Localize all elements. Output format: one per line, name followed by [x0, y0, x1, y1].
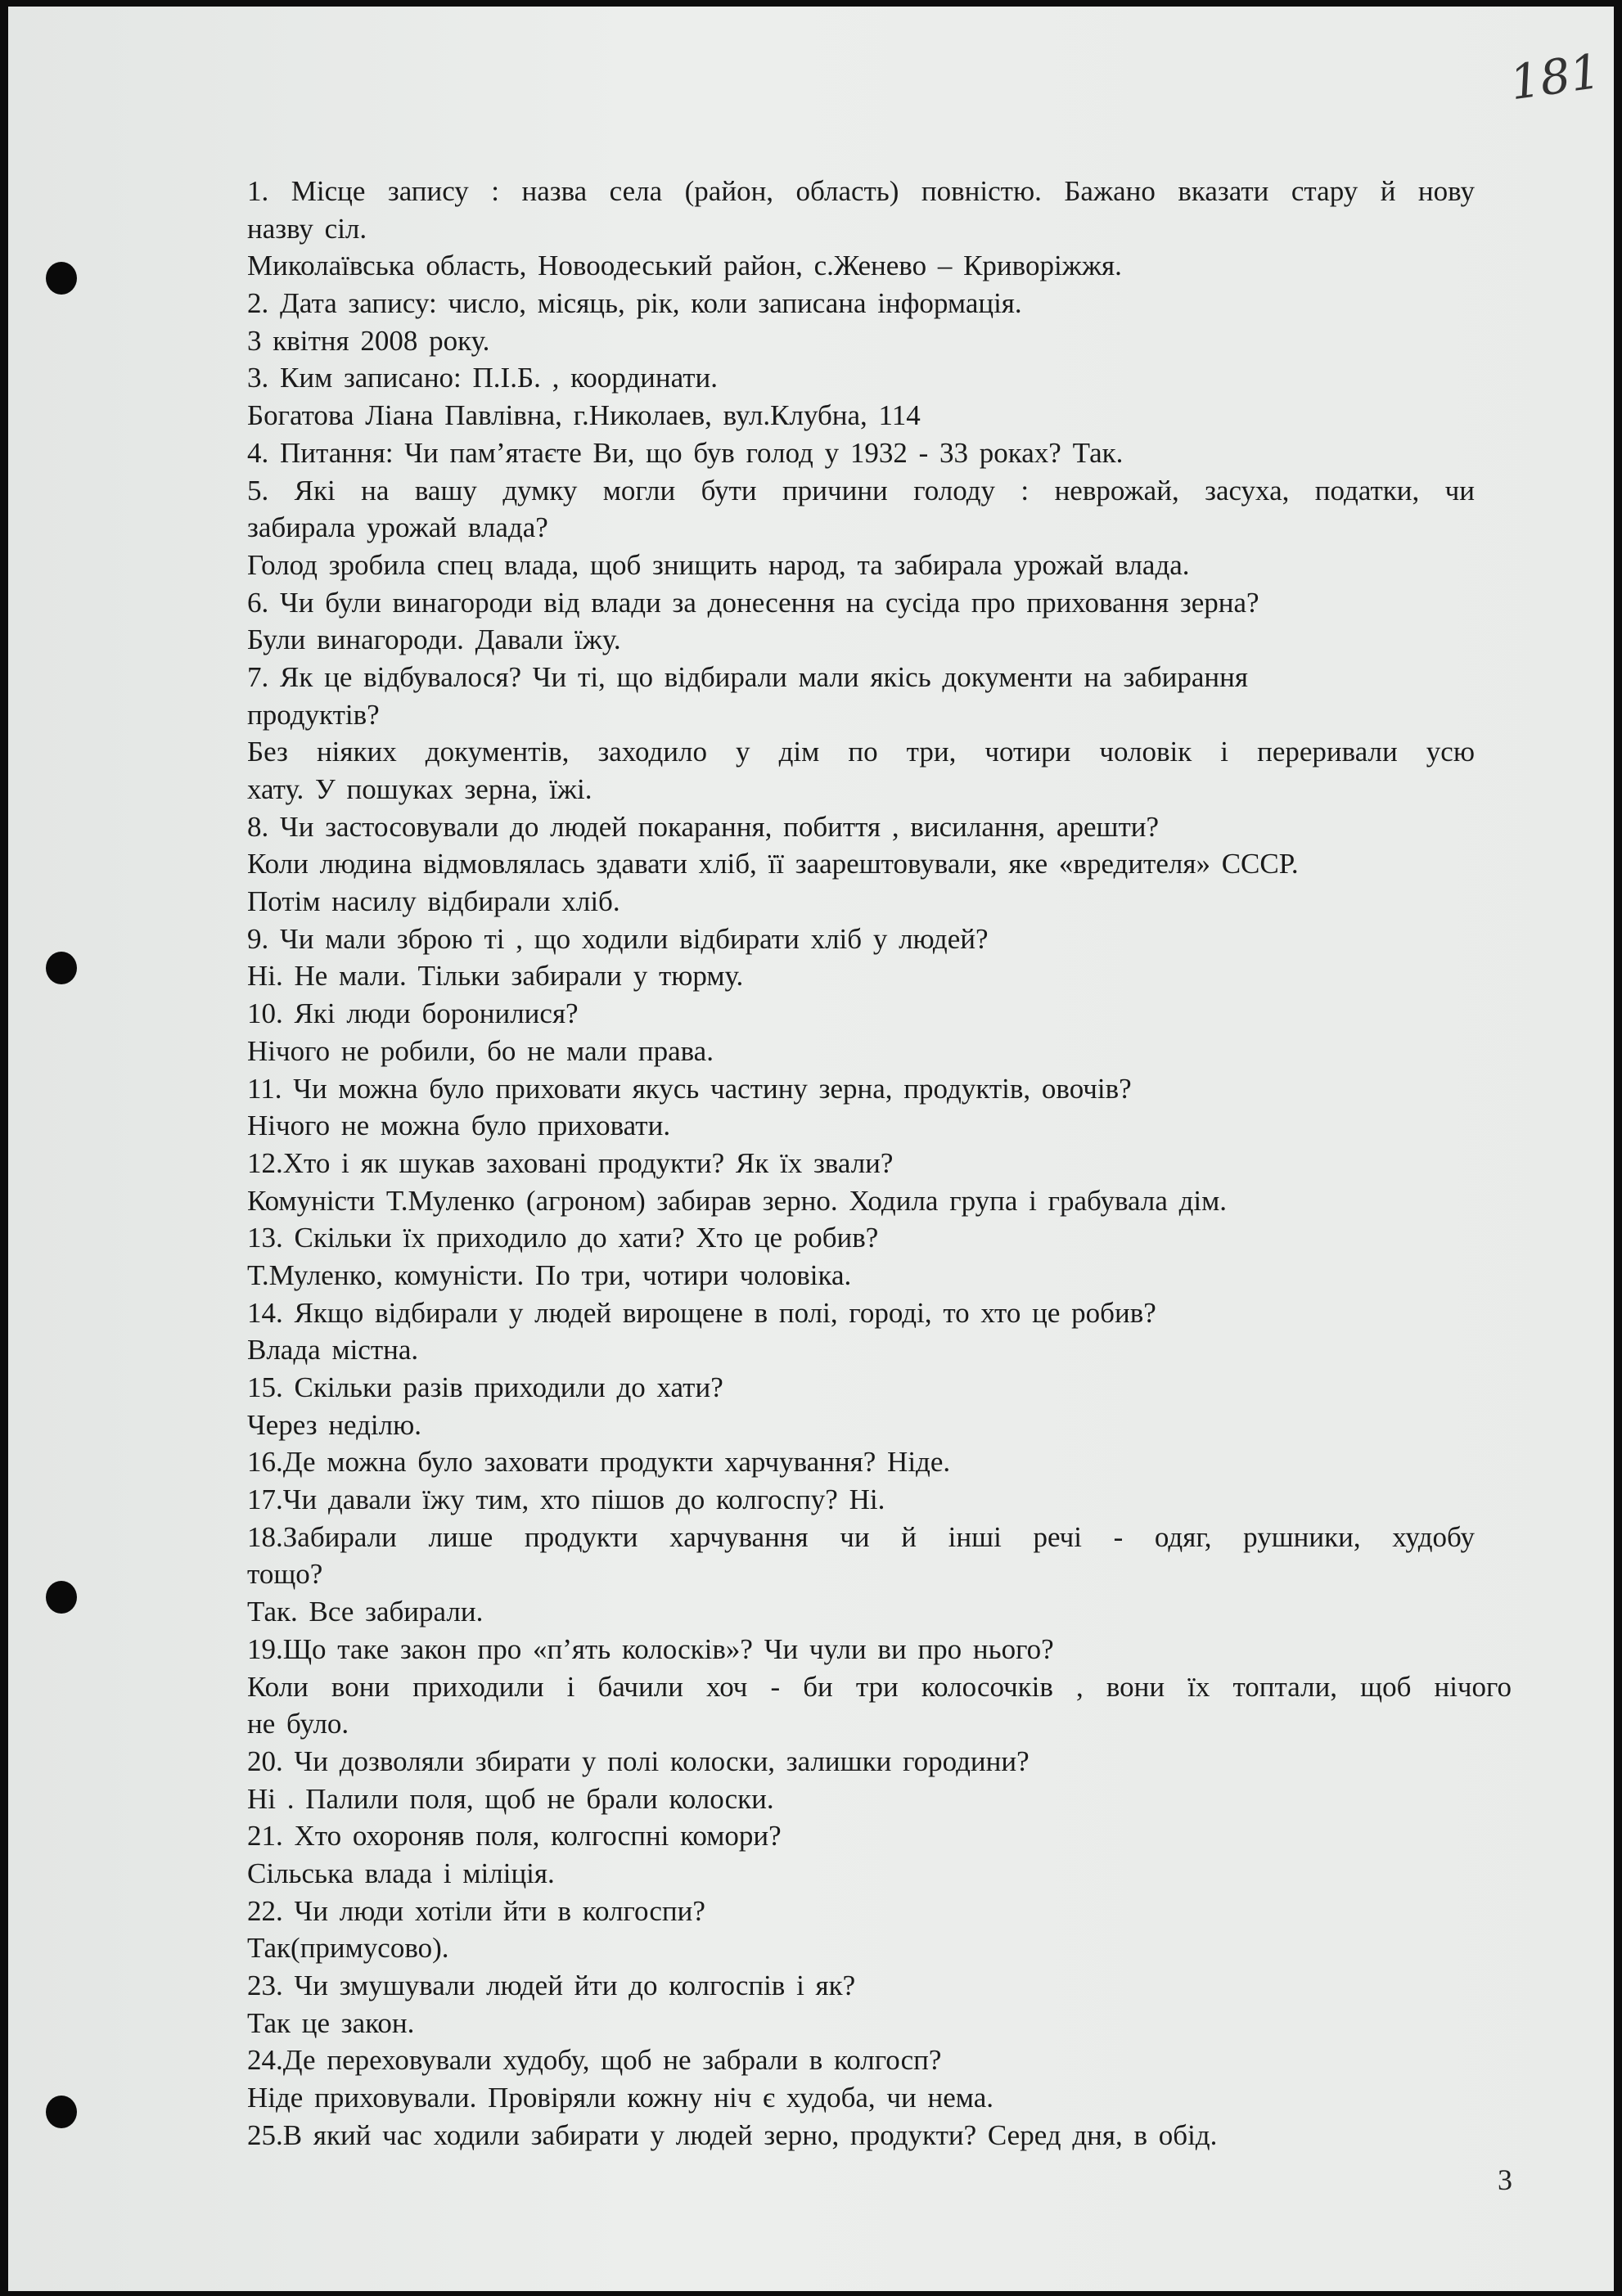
- document-page: [8, 7, 1614, 2291]
- text-line: Нічого не можна було приховати.: [247, 1110, 671, 1142]
- text-line: 19.Що таке закон про «п’ять колосків»? Чи чули ви про нього?: [247, 1632, 1054, 1665]
- text-line: Були винагороди. Давали їжу.: [247, 624, 621, 656]
- text-line: 18.Забирали лише продукти харчування чи й інші речі - одяг, рушники, худобу: [247, 1520, 1475, 1553]
- text-line: 16.Де можна було заховати продукти харчування? Ніде.: [247, 1446, 951, 1479]
- text-line: 25.В який час ходили забирати у людей зерно, продукти? Серед дня, в обід.: [247, 2118, 1218, 2151]
- text-line: Через неділю.: [247, 1408, 422, 1441]
- text-line: не було.: [247, 1708, 349, 1740]
- text-line: 9. Чи мали зброю ті , що ходили відбирати хліб у людей?: [247, 922, 989, 955]
- text-line: Ніде приховували. Провіряли кожну ніч є худоба, чи нема.: [247, 2082, 993, 2114]
- text-line: Коли вони приходили і бачили хоч - би три колосочків , вони їх топтали, щоб нічого: [247, 1670, 1512, 1703]
- questionnaire-text: [247, 173, 1516, 2154]
- text-line: Миколаївська область, Новоодеський район, с.Женево – Криворіжжя.: [247, 250, 1122, 282]
- text-line: забирала урожай влада?: [247, 511, 548, 544]
- text-line: Так(примусово).: [247, 1932, 449, 1965]
- text-line: Так це закон.: [247, 2006, 415, 2039]
- text-line: 7. Як це відбувалося? Чи ті, що відбирали мали якісь документи на забирання: [247, 660, 1248, 693]
- punch-hole: [46, 2096, 77, 2128]
- handwritten-archive-number: 181: [1506, 43, 1604, 111]
- text-line: 21. Хто охороняв поля, колгоспні комори?: [247, 1820, 782, 1853]
- text-line: хату. У пошуках зерна, їжі.: [247, 773, 592, 805]
- text-line: 3 квітня 2008 року.: [247, 324, 490, 357]
- text-line: Т.Муленко, комуністи. По три, чотири чоловіка.: [247, 1258, 852, 1291]
- text-line: Без ніяких документів, заходило у дім по три, чотири чоловік і переривали усю: [247, 736, 1475, 768]
- text-line: Ні. Не мали. Тільки забирали у тюрму.: [247, 960, 744, 993]
- text-line: 6. Чи були винагороди від влади за донесення на сусіда про приховання зерна?: [247, 586, 1259, 619]
- text-line: Нічого не робили, бо не мали права.: [247, 1034, 714, 1067]
- text-line: Голод зробила спец влада, щоб знищить народ, та забирала урожай влада.: [247, 548, 1190, 581]
- text-line: 24.Де переховували худобу, щоб не забрали в колгосп?: [247, 2044, 942, 2077]
- text-line: продуктів?: [247, 698, 380, 731]
- text-line: Коли людина відмовлялась здавати хліб, її заарештовували, яке «вредителя» СССР.: [247, 848, 1299, 880]
- text-line: 2. Дата запису: число, місяць, рік, коли записана інформація.: [247, 287, 1022, 320]
- text-line: 14. Якщо відбирали у людей вирощене в полі, городі, то хто це робив?: [247, 1296, 1156, 1329]
- text-line: тощо?: [247, 1558, 323, 1591]
- text-line: Богатова Ліана Павлівна, г.Николаев, вул.Клубна, 114: [247, 399, 921, 432]
- text-line: 17.Чи давали їжу тим, хто пішов до колгоспу? Ні.: [247, 1483, 885, 1516]
- text-line: 12.Хто і як шукав заховані продукти? Як їх звали?: [247, 1146, 894, 1179]
- punch-hole: [46, 262, 77, 295]
- punch-hole: [46, 952, 77, 984]
- text-line: Так. Все забирали.: [247, 1596, 484, 1628]
- text-line: назву сіл.: [247, 212, 367, 245]
- text-line: 3. Ким записано: П.І.Б. , координати.: [247, 362, 719, 394]
- text-line: Ні . Палили поля, щоб не брали колоски.: [247, 1782, 774, 1815]
- page-number: 3: [1498, 2163, 1512, 2196]
- text-line: 4. Питання: Чи пам’ятаєте Ви, що був голод у 1932 - 33 роках? Так.: [247, 436, 1124, 469]
- text-line: Сільська влада і міліція.: [247, 1857, 555, 1889]
- text-line: 20. Чи дозволяли збирати у полі колоски, залишки городини?: [247, 1745, 1030, 1777]
- text-line: 23. Чи змушували людей йти до колгоспів і як?: [247, 1970, 856, 2001]
- text-line: 22. Чи люди хотіли йти в колгоспи?: [247, 1894, 705, 1927]
- text-line: 5. Які на вашу думку могли бути причини голоду : неврожай, засуха, податки, чи: [247, 474, 1475, 506]
- text-line: 13. Скільки їх приходило до хати? Хто це робив?: [247, 1222, 879, 1254]
- text-line: 10. Які люди боронилися?: [247, 997, 579, 1030]
- text-line: 8. Чи застосовували до людей покарання, побиття , висилання, арешти?: [247, 810, 1160, 843]
- text-line: Комуністи Т.Муленко (агроном) забирав зерно. Ходила група і грабувала дім.: [247, 1184, 1228, 1217]
- punch-hole: [46, 1581, 77, 1614]
- text-line: 15. Скільки разів приходили до хати?: [247, 1371, 723, 1403]
- text-line: 1. Місце запису : назва села (район, область) повністю. Бажано вказати стару й нову: [247, 175, 1475, 207]
- text-line: Потім насилу відбирали хліб.: [247, 885, 620, 918]
- text-line: Влада містна.: [247, 1334, 419, 1366]
- text-line: 11. Чи можна було приховати якусь частину зерна, продуктів, овочів?: [247, 1072, 1132, 1105]
